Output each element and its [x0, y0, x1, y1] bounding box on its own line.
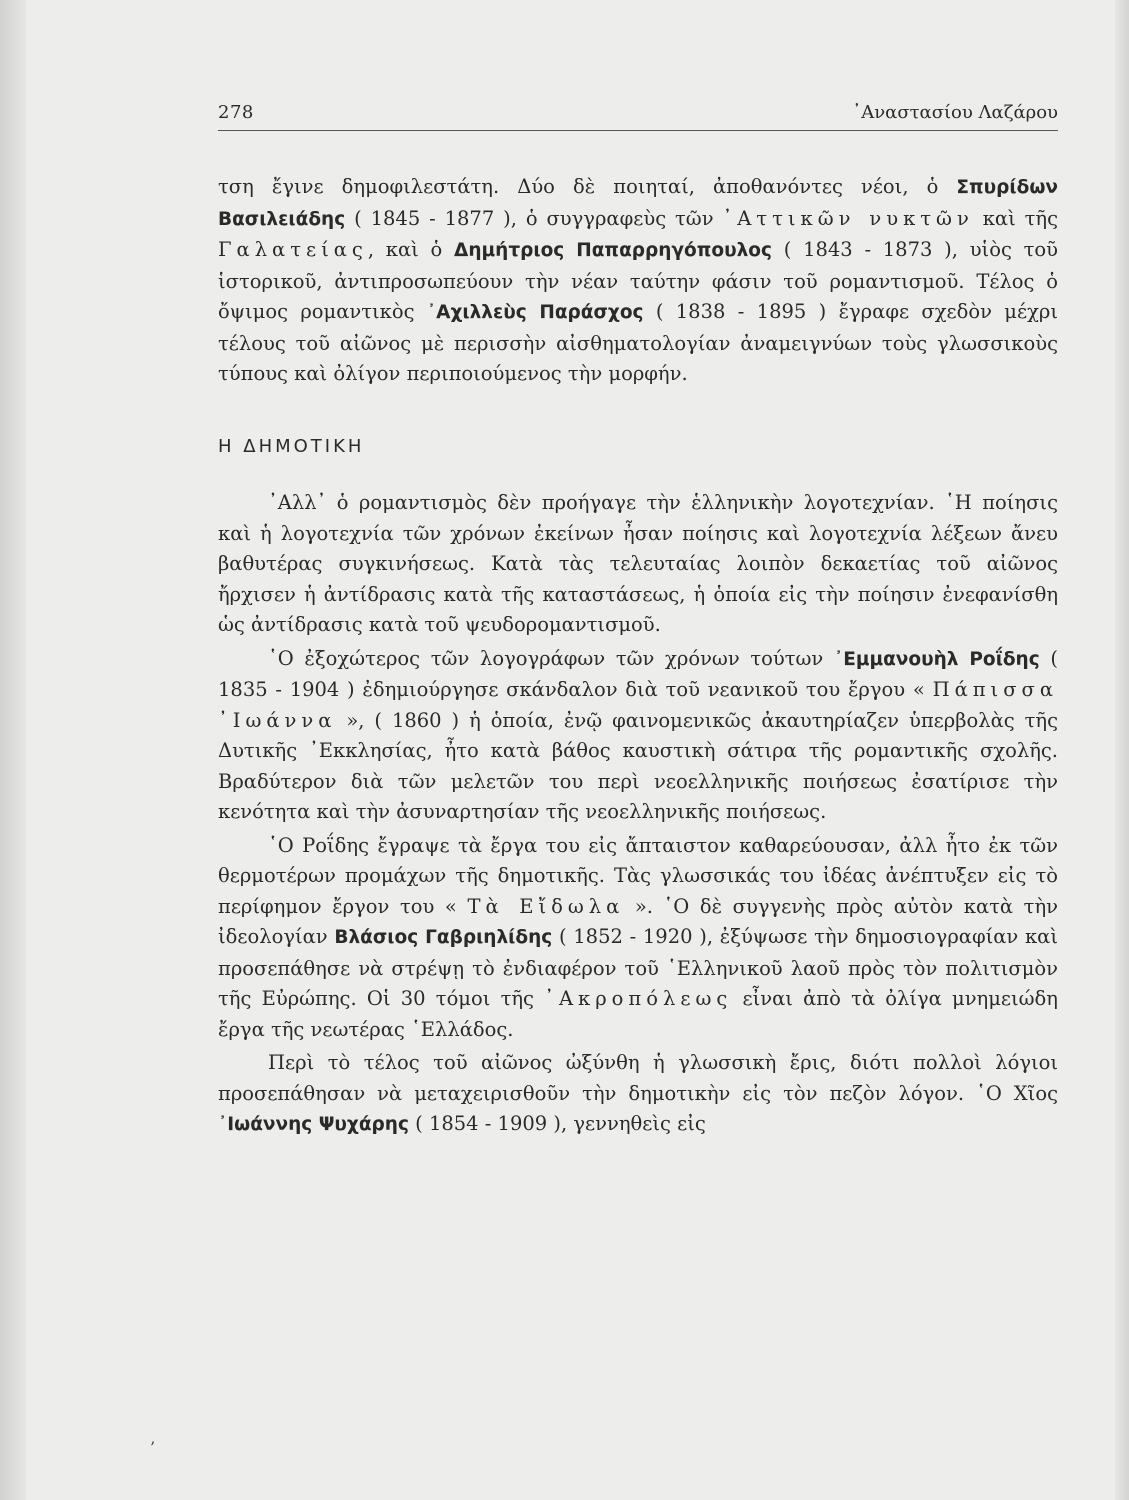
- work-title: ᾿Αττικῶν νυκτῶν: [722, 206, 974, 230]
- paragraph-roidis: [218, 644, 1058, 828]
- page-gutter-shadow: [0, 0, 26, 1500]
- work-title: Γαλατείας: [218, 238, 368, 261]
- text-span: , καὶ ὁ: [367, 238, 455, 261]
- paragraph-gavriilidis: [218, 831, 1058, 1046]
- text-span: », ( 1860 ) ἡ ὁποία, ἐνῷ φαινομενικῶς ἀκαυτηρίαζεν ὑπερβολὰς τῆς Δυτικῆς ᾿Εκκλησίας, ἦτο κατὰ βάθος καυστικὴ σάτιρα τῆς ρομαντικῆς σχολῆς. Βραδύτερον διὰ τῶν μελετῶν του περὶ νεοελληνικῆς ποιήσεως ἐσατίρισε τὴν κενότητα καὶ τὴν ἀσυναρτησίαν τῆς νεοελληνικῆς ποιήσεως.: [218, 708, 1058, 823]
- work-title: ᾿Ακροπόλεως: [544, 987, 733, 1010]
- work-title: Πάπισσα ᾿Ιωάννα: [218, 678, 1058, 732]
- text-span: ( 1838 - 1895 ) ἔγραφε σχεδὸν μέχρι τέλους τοῦ αἰῶνος μὲ περισσὴν αἰσθηματολογίαν ἀναμειγνύων τοὺς γλωσσικοὺς τύπους καὶ ὀλίγον περιποιούμενος τὴν μορφήν.: [218, 300, 1059, 385]
- text-span: ᾿Αλλ᾿ ὁ ρομαντισμὸς δὲν προήγαγε τὴν ἑλληνικὴν λογοτεχνίαν. ῾Η ποίησις καὶ ἡ λογοτεχνία τῶν χρόνων ἐκείνων ἦσαν ποίησις καὶ λογοτεχνία λέξεων ἄνευ βαθυτέρας συγκινήσεως. Κατὰ τὰς τελευταίας λοιπὸν δεκαετίας τοῦ αἰῶνος ἤρχισεν ἡ ἀντίδρασις κατὰ τῆς καταστάσεως, ἡ ὁποία εἰς τὴν ποίησιν ἐνεφανίσθη ὡς ἀντίδρασις κατὰ τοῦ ψευδορομαντισμοῦ.: [218, 491, 1058, 636]
- person-name: ᾿Ιωάννης Ψυχάρης: [218, 1114, 409, 1135]
- text-span: ». ῾Ο δὲ συγγενὴς πρὸς αὐτὸν κατὰ τὴν ἰδεολογίαν: [218, 894, 1058, 948]
- paragraph-romanticism-poets: [218, 172, 1058, 390]
- page-header: [218, 100, 1058, 131]
- text-span: ( 1835 - 1904 ) ἐδημιούργησε σκάνδαλον διὰ τοῦ νεανικοῦ του ἔργου «: [218, 646, 1058, 701]
- person-name: Σπυρίδων Βασιλειάδης: [218, 177, 1058, 230]
- text-span: ( 1852 - 1920 ), ἐξύψωσε τὴν δημοσιογραφίαν καὶ προσεπάθησε νὰ στρέψῃ τὸ ἐνδιαφέρον τοῦ ῾Ελληνικοῦ λαοῦ πρὸς τὸν πολιτισμὸν τῆς Εὐρώπης. Οἱ 30 τόμοι τῆς: [218, 925, 1058, 1010]
- text-span: τση ἔγινε δημοφιλεστάτη. Δύο δὲ ποιηταί, ἀποθανόντες νέοι, ὁ: [218, 175, 957, 198]
- text-span: ( 1843 - 1873 ), υἱὸς τοῦ ἱστορικοῦ, ἀντιπροσωπεύουν τὴν νέαν ταύτην φάσιν τοῦ ρομαντισμοῦ. Τέλος ὁ ὄψιμος ρομαντικὸς: [218, 238, 1058, 323]
- text-span: ῾Ο Ροΐδης ἔγραψε τὰ ἔργα του εἰς ἄπταιστον καθαρεύουσαν, ἀλλ ἦτο ἐκ τῶν θερμοτέρων προμάχων τῆς δημοτικῆς. Τὰς γλωσσικάς του ἰδέας ἀνέπτυξεν εἰς τὸ περίφημον ἔργον του «: [218, 833, 1058, 918]
- running-head-author: ᾿Αναστασίου Λαζάρου: [852, 102, 1058, 123]
- text-span: ῾Ο ἐξοχώτερος τῶν λογογράφων τῶν χρόνων τούτων: [268, 646, 834, 670]
- page-edge: [1115, 0, 1129, 1500]
- text-span: ( 1854 - 1909 ), γεννηθεὶς εἰς: [408, 1112, 706, 1135]
- work-title: Τὰ Εἴδωλα: [467, 894, 625, 918]
- margin-mark: ’: [150, 1438, 156, 1457]
- section-heading: Η ΔΗΜΟΤΙΚΗ: [218, 435, 365, 457]
- person-name: ᾿Αχιλλεὺς Παράσχος: [426, 302, 644, 323]
- paragraph-psycharis: [218, 1048, 1058, 1141]
- text-span: εἶναι ἀπὸ τὰ ὀλίγα μνημειώδη ἔργα τῆς νεωτέρας ῾Ελλάδος.: [218, 987, 1058, 1041]
- page-number: 278: [218, 102, 254, 123]
- person-name: ᾿Εμμανουὴλ Ροΐδης: [833, 648, 1040, 670]
- text-span: ( 1845 - 1877 ), ὁ συγγραφεὺς τῶν: [345, 206, 723, 230]
- person-name: Δημήτριος Παπαρρηγόπουλος: [454, 240, 772, 261]
- text-span: καὶ τῆς: [973, 206, 1059, 230]
- person-name: Βλάσιος Γαβριηλίδης: [334, 927, 553, 948]
- text-span: Περὶ τὸ τέλος τοῦ αἰῶνος ὠξύνθη ἡ γλωσσικὴ ἔρις, διότι πολλοὶ λόγιοι προσεπάθησαν νὰ μεταχειρισθοῦν τὴν δημοτικὴν εἰς τὸν πεζὸν λόγον. ῾Ο Χῖος: [218, 1051, 1058, 1105]
- body-text: [218, 172, 1058, 1141]
- paragraph-reaction: [218, 488, 1058, 641]
